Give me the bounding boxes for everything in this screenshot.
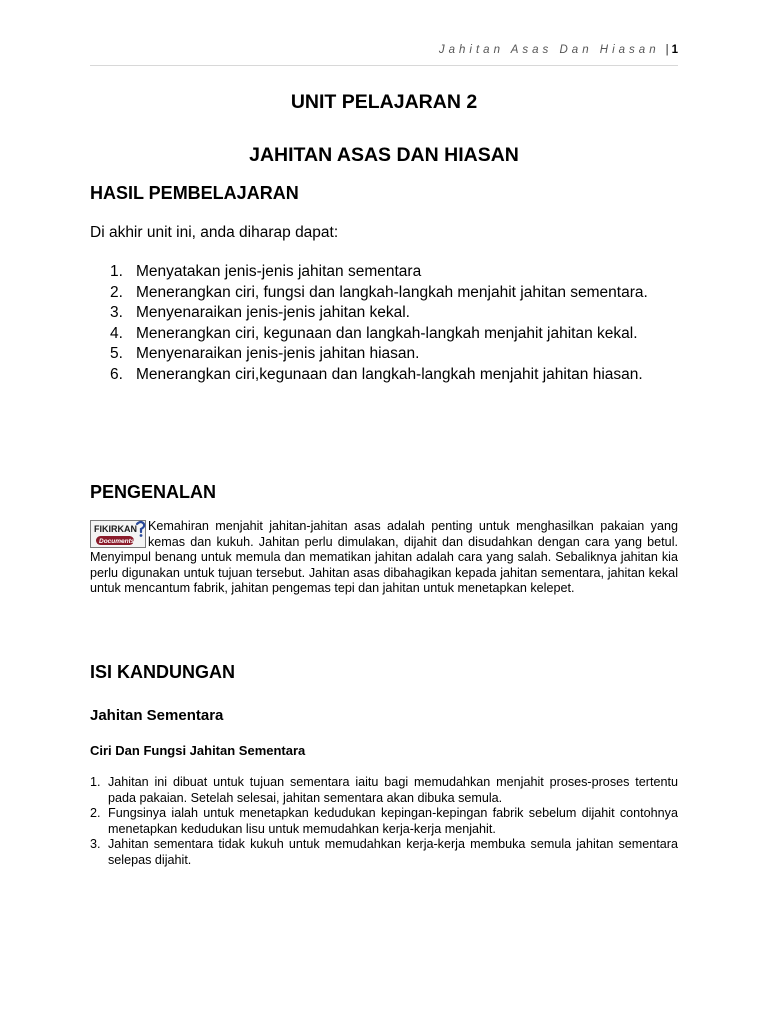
item-number: 5.: [110, 345, 123, 363]
learning-outcomes-intro: Di akhir unit ini, anda diharap dapat:: [90, 224, 339, 241]
item-number: 6.: [110, 365, 123, 383]
item-number: 3.: [90, 837, 101, 852]
list-item: [90, 837, 678, 868]
running-header: [90, 44, 678, 56]
main-title: JAHITAN ASAS DAN HIASAN: [249, 144, 519, 166]
list-item: [110, 283, 678, 304]
ciri-fungsi-heading: Ciri Dan Fungsi Jahitan Sementara: [90, 743, 306, 758]
item-number: 1.: [110, 263, 123, 280]
unit-title: UNIT PELAJARAN 2: [290, 91, 478, 113]
logo-subtext: Documents: [99, 538, 135, 545]
item-text: Menerangkan ciri, fungsi dan langkah-langkah menjahit jahitan sementara.: [136, 283, 648, 301]
list-item: [90, 775, 678, 806]
item-number: 3.: [110, 304, 123, 322]
item-text: Fungsinya ialah untuk menetapkan kedudukan kepingan-kepingan fabrik sebelum dijahit contohnya menetapkan kedudukan lisu untuk memudahkan kerja-kerja menjahit.: [108, 806, 678, 836]
item-number: 4.: [110, 324, 123, 342]
header-rule: [90, 65, 678, 66]
item-text: Menyenaraikan jenis-jenis jahitan hiasan.: [136, 345, 420, 363]
learning-outcomes-list: [110, 262, 678, 386]
features-list: [90, 775, 678, 869]
list-item: [110, 324, 678, 345]
jahitan-sementara-heading: Jahitan Sementara: [90, 707, 224, 724]
fikirkan-logo: [90, 519, 148, 549]
item-text: Menyenaraikan jenis-jenis jahitan kekal.: [136, 304, 410, 322]
header-separator: |: [665, 44, 669, 56]
item-text: Jahitan sementara tidak kukuh untuk memudahkan kerja-kerja membuka semula jahitan sementara selepas dijahit.: [108, 837, 678, 867]
item-text: Menyatakan jenis-jenis jahitan sementara: [136, 263, 422, 280]
isi-kandungan-heading: ISI KANDUNGAN: [90, 662, 236, 682]
pengenalan-text: Kemahiran menjahit jahitan-jahitan asas adalah penting untuk menghasilkan pakaian yang kemas dan kukuh. Jahitan perlu dimulakan, dijahit dan disudahkan dengan cara yang betul. Menyimpul benang untuk memula dan mematikan jahitan adalah cara yang salah. Sebaliknya jahitan kia perlu digunakan untuk tujuan tersebut. Jahitan asas dibahagikan kepada jahitan sementara, jahitan kekal untuk mencantum fabrik, jahitan pengemas tepi dan jahitan untuk menetapkan kelepet.: [90, 519, 678, 596]
page-number: 1: [671, 44, 678, 56]
list-item: [110, 303, 678, 324]
item-number: 2.: [110, 283, 123, 301]
item-text: Menerangkan ciri,kegunaan dan langkah-langkah menjahit jahitan hiasan.: [136, 365, 643, 383]
list-item: [110, 344, 678, 365]
fikirkan-logo-graphic: [90, 519, 148, 549]
logo-text: FIKIRKAN: [94, 524, 137, 534]
pengenalan-paragraph: [90, 519, 678, 597]
list-item: [110, 262, 678, 283]
item-number: 2.: [90, 806, 101, 821]
list-item: [90, 806, 678, 837]
hasil-pembelajaran-heading: HASIL PEMBELAJARAN: [90, 183, 299, 203]
pengenalan-heading: PENGENALAN: [90, 482, 217, 502]
item-text: Jahitan ini dibuat untuk tujuan sementara iaitu bagi memudahkan menjahit proses-proses tertentu pada pakaian. Setelah selesai, jahitan sementara akan dibuka semula.: [108, 775, 678, 805]
item-text: Menerangkan ciri, kegunaan dan langkah-langkah menjahit jahitan kekal.: [136, 324, 638, 342]
item-number: 1.: [90, 775, 101, 789]
running-title: Jahitan Asas Dan Hiasan: [438, 44, 660, 56]
list-item: [110, 365, 678, 386]
